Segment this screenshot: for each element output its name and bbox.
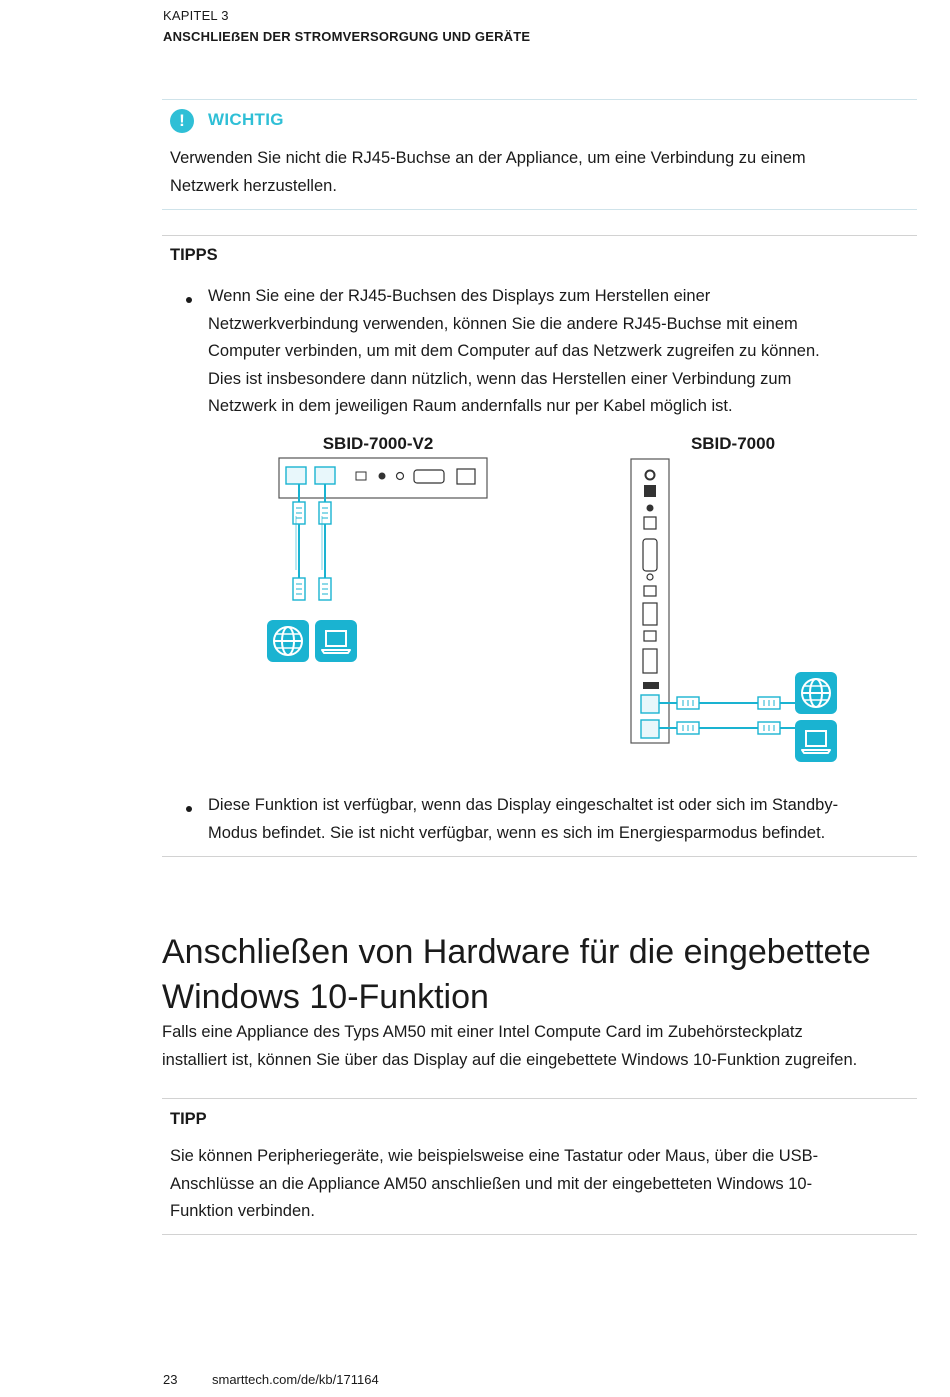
rj45-port <box>315 467 335 484</box>
laptop-icon <box>315 620 357 662</box>
chapter-title: ANSCHLIEẞEN DER STROMVERSORGUNG UND GERÄTE <box>163 29 531 44</box>
rj45-port <box>641 720 659 738</box>
tips-label: TIPPS <box>170 246 218 264</box>
divider <box>162 235 917 236</box>
tips-line: Computer verbinden, um mit dem Computer auf das Netzwerk zugreifen zu können. <box>208 342 820 360</box>
divider <box>162 856 917 857</box>
tips-line: Modus befindet. Sie ist nicht verfügbar, wenn es sich im Energiesparmodus befindet. <box>208 823 826 842</box>
tips-line: Wenn Sie eine der RJ45-Buchsen des Displays zum Herstellen einer <box>208 287 711 305</box>
footer-url[interactable]: smarttech.com/de/kb/171164 <box>212 1372 379 1387</box>
rj45-port <box>641 695 659 713</box>
rj45-port <box>286 467 306 484</box>
intro-line: Falls eine Appliance des Typs AM50 mit einer Intel Compute Card im Zubehörsteckplatz <box>162 1023 803 1041</box>
laptop-icon <box>795 720 837 762</box>
important-line: Verwenden Sie nicht die RJ45-Buchse an der Appliance, um eine Verbindung zu einem <box>170 149 806 167</box>
divider <box>162 1234 917 1235</box>
page-number: 23 <box>163 1372 178 1387</box>
tip-line: Anschlüsse an die Appliance AM50 anschließen und mit der eingebetteten Windows 10- <box>170 1174 813 1193</box>
divider <box>162 209 917 210</box>
tip-line: Funktion verbinden. <box>170 1202 315 1220</box>
tips-line: Netzwerk in dem jeweiligen Raum andernfalls nur per Kabel möglich ist. <box>208 397 733 415</box>
bullet-dot <box>186 297 192 303</box>
bullet-dot <box>186 806 192 812</box>
tips-bullet-1 <box>208 283 820 421</box>
divider <box>162 1098 917 1099</box>
important-text <box>170 145 806 200</box>
tip-label: TIPP <box>170 1110 207 1128</box>
exclamation-icon: ! <box>170 109 194 133</box>
important-line: Netzwerk herzustellen. <box>170 176 337 195</box>
tip-text <box>170 1143 818 1226</box>
globe-icon <box>267 620 309 662</box>
tips-bullet-2 <box>208 792 838 847</box>
intro-line: installiert ist, können Sie über das Display auf die eingebettete Windows 10-Funktion zugreifen. <box>162 1050 858 1069</box>
diagram-right-label: SBID-7000 <box>690 434 776 453</box>
chapter-label: KAPITEL 3 <box>163 8 229 23</box>
heading-line: Anschließen von Hardware für die eingebettete <box>162 933 871 971</box>
important-label: WICHTIG <box>208 110 284 129</box>
divider <box>162 99 917 100</box>
heading-line: Windows 10-Funktion <box>162 978 489 1016</box>
diagram-left-label: SBID-7000-V2 <box>322 434 434 453</box>
section-intro <box>162 1019 857 1074</box>
tips-line: Dies ist insbesondere dann nützlich, wenn das Herstellen einer Verbindung zum <box>208 369 792 388</box>
globe-icon <box>795 672 837 714</box>
tips-line: Netzwerkverbindung verwenden, können Sie die andere RJ45-Buchse mit einem <box>208 314 798 333</box>
connection-diagram <box>0 420 950 780</box>
tip-line: Sie können Peripheriegeräte, wie beispielsweise eine Tastatur oder Maus, über die USB- <box>170 1147 819 1165</box>
tips-line: Diese Funktion ist verfügbar, wenn das Display eingeschaltet ist oder sich im Standby- <box>208 796 839 814</box>
section-heading <box>162 930 932 1020</box>
